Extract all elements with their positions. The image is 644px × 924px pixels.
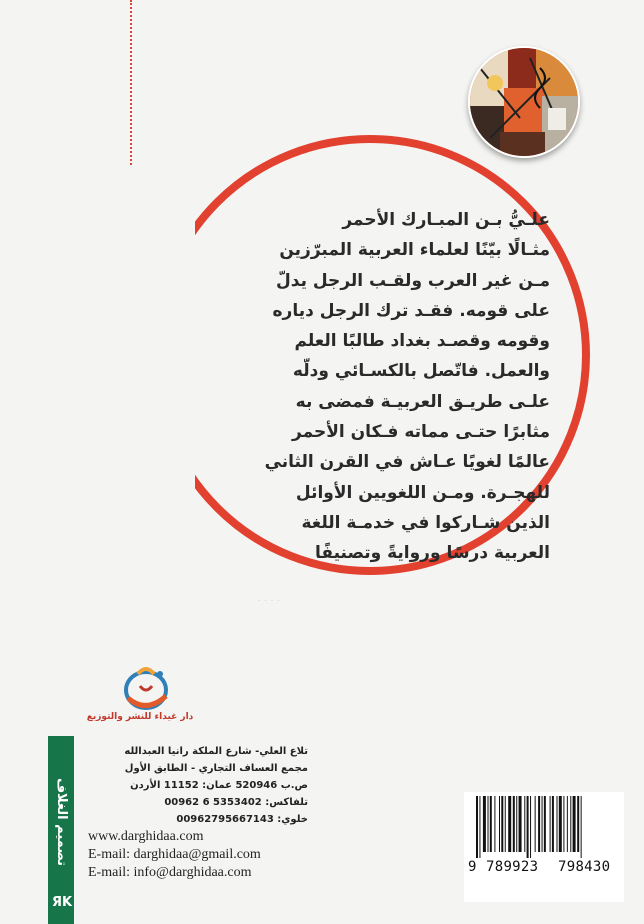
barcode-bar — [483, 796, 486, 852]
blurb-line: علـى طريـق العربيـة فمضى به — [295, 391, 550, 412]
barcode-bar — [508, 796, 511, 852]
barcode-bar — [519, 796, 522, 852]
email-label: E-mail: — [88, 847, 130, 862]
blurb-line: على قومه. فقـد ترك الرجل دياره — [272, 300, 550, 321]
blurb-line: الذين شـاركوا في خدمـة اللغة — [301, 512, 550, 533]
fax-line: تلفاكس: 5353402 6 00962 — [164, 797, 308, 808]
barcode-bar — [476, 796, 478, 858]
barcode-bar — [524, 796, 525, 852]
circle-gap-mask — [140, 180, 195, 540]
barcode-bar — [494, 796, 495, 852]
email-line — [88, 846, 308, 864]
barcode-bar — [499, 796, 500, 852]
barcode-bar — [544, 796, 546, 852]
publisher-contact — [88, 743, 308, 882]
blurb-line: للهجـرة. ومـن اللغويين الأوائل — [295, 482, 550, 503]
book-blurb — [220, 205, 550, 569]
barcode-bar — [577, 796, 579, 852]
barcode-bar — [490, 796, 492, 852]
barcode-bar — [501, 796, 503, 852]
barcode-bar — [538, 796, 540, 852]
barcode-bar — [570, 796, 571, 852]
barcode-bar — [516, 796, 517, 852]
website-line: www.darghidaa.com — [88, 829, 204, 844]
isbn-first-digit: 9 — [468, 859, 477, 875]
email-label: E-mail: — [88, 865, 130, 880]
blurb-line: مثـالًا بيّنًا لعلماء العربية المبرّزين — [279, 240, 550, 261]
barcode-bars — [464, 792, 624, 858]
barcode-bar — [530, 796, 531, 858]
barcode-bar — [479, 796, 480, 858]
barcode-bar — [559, 796, 562, 852]
barcode-bar — [542, 796, 543, 852]
painting-medallion — [468, 46, 580, 158]
designer-mark: ЯK — [52, 895, 73, 910]
address-line: تلاع العلي- شارع الملكة رانيا العبدالله — [124, 746, 308, 757]
mobile-line: خلوي: 00962795667143 — [176, 814, 308, 825]
blurb-line: مثابرًا حتـى مماته فـكان الأحمر — [292, 422, 550, 443]
dotted-guide-line — [130, 0, 132, 165]
barcode-bar — [573, 796, 576, 852]
isbn-barcode — [464, 792, 624, 902]
blurb-line: مـن غير العرب ولقـب الرجل يدلّ — [276, 270, 550, 291]
pobox-line: ص.ب 520946 عمان: 11152 الأردن — [130, 780, 308, 791]
barcode-bar — [488, 796, 489, 852]
barcode-bar — [567, 796, 568, 852]
cover-design-label: تصميم الغلاف — [54, 777, 69, 867]
barcode-bar — [557, 796, 558, 852]
barcode-bar — [581, 796, 582, 858]
publisher-name: دار غيداء للنشر والتوزيع — [86, 712, 194, 722]
barcode-bar — [550, 796, 551, 852]
blurb-line: علـيُّ بـن المبـارك الأحمر — [342, 210, 550, 230]
barcode-bar — [552, 796, 554, 852]
barcode-bar — [513, 796, 515, 852]
blurb-line: والعمل. فاتّصل بالكسـائي ودلّه — [292, 361, 550, 382]
blurb-line: عالمًا لغويًا عـاش في القرن الثاني — [264, 452, 550, 473]
isbn-group-2: 798430 — [558, 859, 611, 875]
isbn-group-1: 789923 — [486, 859, 539, 875]
blurb-line: وقومه وقصـد بغداد طالبًا العلم — [294, 331, 550, 352]
blurb-line: العربية درسًا وروايةً وتصنيفًا — [314, 543, 550, 564]
email-address: darghidaa@gmail.com — [133, 847, 261, 862]
barcode-bar — [563, 796, 564, 852]
barcode-bar — [535, 796, 536, 852]
abstract-painting-image — [470, 48, 578, 156]
email-address: info@darghidaa.com — [133, 865, 252, 880]
decorative-mark: · · · · — [258, 597, 281, 605]
address-line: مجمع العساف التجاري - الطابق الأول — [124, 763, 308, 774]
email-line — [88, 864, 308, 882]
barcode-bar — [505, 796, 506, 852]
barcode-bar — [527, 796, 529, 858]
